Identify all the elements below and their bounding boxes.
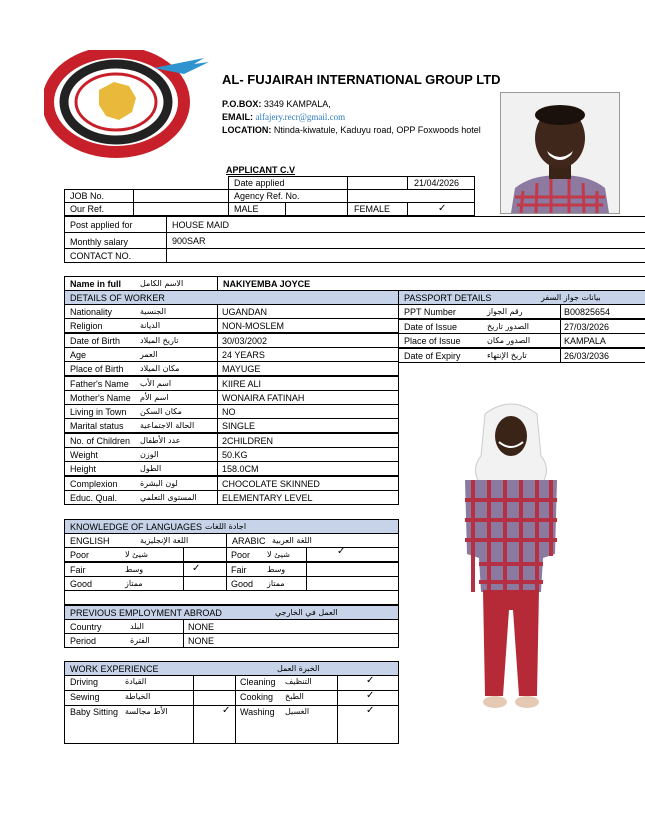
languages-header: [64, 519, 399, 534]
work-divider-1: [193, 675, 194, 744]
date-applied-value: 21/04/2026: [414, 178, 460, 188]
english-level-label: Good: [70, 579, 93, 589]
passport-label: Date of Expiry: [404, 350, 461, 361]
english-level-label-ar: وسط: [125, 564, 144, 574]
detail-label-ar: العمر: [140, 349, 158, 359]
contact-label: CONTACT NO.: [70, 251, 132, 261]
detail-label-ar: عدد الأطفال: [140, 435, 181, 445]
detail-label: Place of Birth: [70, 364, 124, 375]
email-label: EMAIL:: [222, 112, 253, 122]
work-divider-3: [337, 675, 338, 744]
our-ref-value-cell: [133, 202, 229, 216]
name-label-ar: الاسم الكامل: [140, 279, 184, 288]
detail-value-cell: [217, 333, 399, 348]
languages-title-ar: اجادة اللغات: [205, 522, 247, 531]
detail-value: 158.0CM: [222, 464, 259, 475]
work-right-check-icon: ✓: [366, 675, 375, 686]
contact-value-cell: [166, 248, 645, 263]
period-label-ar: الفترة: [130, 636, 150, 645]
arabic-level-check-cell[interactable]: [306, 576, 399, 591]
english-level-check-cell[interactable]: [183, 562, 227, 577]
applicant-full-body-photo: [455, 396, 567, 718]
english-level-cell: [64, 562, 184, 577]
detail-label-ar: المستوى التعلمي: [140, 492, 197, 502]
detail-label-ar: اسم الأم: [140, 392, 169, 402]
previous-title-ar: العمل في الخارجي: [275, 608, 338, 617]
work-title-ar: الخبرة العمل: [277, 664, 320, 673]
detail-value-cell: [217, 404, 399, 419]
detail-label: Date of Birth: [70, 335, 121, 346]
work-right-check-icon: ✓: [366, 705, 375, 716]
detail-value-cell: [217, 418, 399, 433]
work-header: [64, 661, 399, 676]
detail-label: Religion: [70, 321, 103, 332]
detail-label-ar: اسم الأب: [140, 378, 172, 388]
work-right-label: Cleaning: [240, 677, 276, 687]
date-applied-value-cell: [407, 176, 475, 190]
arabic-check-icon: ✓: [337, 547, 346, 557]
work-left-label-ar: الأط مجالسة: [125, 707, 168, 716]
date-applied-label-cell: [228, 176, 348, 190]
detail-value: NON-MOSLEM: [222, 321, 285, 332]
detail-label-cell: [64, 318, 218, 333]
our-ref-label: Our Ref.: [70, 204, 105, 214]
detail-value-cell: [217, 390, 399, 405]
agency-ref-label: Agency Ref. No.: [234, 191, 300, 201]
passport-label: Date of Issue: [404, 321, 458, 332]
work-left-label-ar: القيادة: [125, 677, 147, 686]
arabic-label-ar: اللغة العربية: [272, 536, 312, 545]
work-left-check-icon: ✓: [222, 705, 231, 716]
previous-title: PREVIOUS EMPLOYMENT ABROAD: [70, 608, 222, 618]
detail-label: Nationality: [70, 307, 113, 317]
job-no-label: JOB No.: [70, 191, 105, 201]
name-value-cell: [217, 276, 645, 291]
english-level-label-ar: ممتاز: [125, 579, 143, 588]
passport-header: [398, 290, 645, 305]
detail-value: UGANDAN: [222, 307, 268, 317]
name-label: Name in full: [70, 279, 122, 289]
pobox-label: P.O.BOX:: [222, 99, 262, 109]
country-label: Country: [70, 622, 102, 632]
country-value-cell: [183, 619, 399, 634]
passport-title: PASSPORT DETAILS: [404, 293, 492, 303]
period-label-cell: [64, 633, 184, 648]
detail-label: Mother's Name: [70, 392, 131, 403]
salary-value: 900SAR: [172, 236, 206, 246]
detail-label-cell: [64, 418, 218, 433]
male-cell: [228, 202, 286, 216]
our-ref-label-cell: [64, 202, 134, 216]
detail-label-ar: تاريخ الميلاد: [140, 335, 179, 345]
english-level-label-ar: شيئ لا: [125, 550, 148, 559]
period-value-cell: [183, 633, 399, 648]
location-value: Ntinda-kiwatule, Kaduyu road, OPP Foxwoods hotel: [273, 125, 481, 135]
arabic-level-label: Poor: [231, 550, 251, 560]
email-value[interactable]: alfajery.recr@gmail.com: [255, 112, 346, 122]
passport-label: PPT Number: [404, 307, 456, 317]
details-title: DETAILS OF WORKER: [70, 293, 165, 303]
company-logo: [44, 50, 214, 160]
location-line: [222, 125, 481, 136]
passport-value: KAMPALA: [564, 336, 606, 346]
english-check-icon: ✓: [192, 562, 201, 574]
detail-label-cell: [64, 447, 218, 462]
detail-label-ar: لون البشرة: [140, 478, 178, 488]
detail-label-ar: الجنسية: [140, 307, 167, 316]
detail-label-cell: [64, 490, 218, 505]
detail-label-cell: [64, 390, 218, 405]
work-left-label: Driving: [70, 677, 99, 687]
arabic-label: ARABIC: [232, 536, 266, 546]
english-label-ar: اللغة الإنجليزية: [140, 536, 189, 545]
detail-label: Father's Name: [70, 378, 129, 389]
arabic-level-label-ar: ممتاز: [267, 579, 285, 588]
passport-value: B00825654: [564, 307, 611, 317]
company-name: AL- FUJAIRAH INTERNATIONAL GROUP LTD: [222, 72, 501, 87]
female-label: FEMALE: [354, 204, 391, 214]
work-left-label: Baby Sitting: [70, 707, 119, 717]
work-right-label-ar: التنظيف: [285, 677, 312, 686]
date-applied-label: Date applied: [234, 178, 285, 188]
passport-label: Place of Issue: [404, 336, 461, 346]
work-right-label: Washing: [240, 707, 275, 717]
email-line: [222, 112, 345, 123]
female-cell: [347, 202, 408, 216]
post-applied-label: Post applied for: [70, 220, 133, 230]
detail-label-ar: الطول: [140, 464, 162, 474]
post-applied-value: HOUSE MAID: [172, 220, 230, 230]
detail-value-cell: [217, 461, 399, 476]
arabic-level-cell: [226, 547, 307, 562]
passport-label-ar: الصدور مكان: [487, 336, 531, 345]
detail-label-ar: مكان الميلاد: [140, 364, 180, 374]
detail-value-cell: [217, 361, 399, 376]
passport-value: 27/03/2026: [564, 321, 610, 332]
name-label-cell: [64, 276, 218, 291]
female-check-cell[interactable]: [407, 202, 475, 216]
details-header: [64, 290, 399, 305]
detail-label: Height: [70, 464, 97, 475]
detail-value-cell: [217, 447, 399, 462]
arabic-level-check-cell[interactable]: [306, 562, 399, 577]
passport-label-cell: [398, 304, 561, 319]
detail-label-ar: الوزن: [140, 450, 159, 459]
passport-label-ar: الصدور تاريخ: [487, 321, 529, 331]
detail-label: Age: [70, 349, 87, 360]
arabic-level-label-ar: وسط: [267, 564, 286, 574]
passport-label-cell: [398, 333, 561, 348]
detail-label-cell: [64, 304, 218, 319]
detail-value: 24 YEARS: [222, 349, 265, 360]
detail-value: CHOCOLATE SKINNED: [222, 478, 320, 489]
work-row-line-2: [64, 705, 399, 706]
name-value: NAKIYEMBA JOYCE: [223, 279, 311, 289]
arabic-level-cell: [226, 576, 307, 591]
detail-label-cell: [64, 361, 218, 376]
country-label-ar: البلد: [130, 622, 144, 631]
english-level-label: Poor: [70, 550, 90, 560]
period-label: Period: [70, 636, 97, 646]
detail-label-cell: [64, 376, 218, 391]
female-check-icon: ✓: [438, 203, 447, 214]
agency-ref-label-cell: [228, 189, 348, 203]
detail-value: SINGLE: [222, 421, 256, 432]
detail-value-cell: [217, 490, 399, 505]
english-level-label: Fair: [70, 564, 86, 575]
arabic-level-label: Fair: [231, 564, 247, 575]
applicant-cv-title: APPLICANT C.V: [226, 165, 296, 175]
passport-label-cell: [398, 348, 561, 363]
detail-value: 50.KG: [222, 450, 248, 460]
salary-label: Monthly salary: [70, 237, 129, 247]
pobox-line: [222, 99, 331, 110]
english-level-cell: [64, 547, 184, 562]
agency-ref-value-cell: [347, 189, 475, 203]
english-level-check-cell[interactable]: [183, 576, 227, 591]
post-applied-value-cell: [166, 216, 645, 233]
applicant-portrait-photo: [500, 92, 620, 214]
detail-label: Living in Town: [70, 407, 127, 418]
work-divider-2: [235, 675, 236, 744]
detail-label: No. of Children: [70, 435, 131, 446]
date-applied-gap-cell: [347, 176, 408, 190]
arabic-level-cell: [226, 562, 307, 577]
detail-label-cell: [64, 404, 218, 419]
male-check-cell[interactable]: [285, 202, 348, 216]
work-title: WORK EXPERIENCE: [70, 664, 159, 674]
detail-value-cell: [217, 304, 399, 319]
detail-value: 30/03/2002: [222, 335, 268, 346]
arabic-level-label-ar: شيئ لا: [267, 550, 290, 559]
post-applied-label-cell: [64, 216, 167, 233]
contact-label-cell: [64, 248, 167, 263]
detail-label-cell: [64, 347, 218, 362]
arabic-level-label: Good: [231, 579, 254, 589]
detail-value-cell: [217, 376, 399, 391]
detail-label-ar: الحالة الاجتماعية: [140, 421, 195, 431]
detail-label-cell: [64, 476, 218, 491]
passport-value: 26/03/2036: [564, 350, 610, 361]
english-header-cell: [64, 533, 227, 548]
english-label: ENGLISH: [70, 536, 110, 546]
english-level-check-cell[interactable]: [183, 547, 227, 562]
detail-value-cell: [217, 433, 399, 448]
languages-spacer-row: [64, 590, 399, 605]
detail-label: Weight: [70, 450, 98, 460]
passport-value-cell: [560, 333, 645, 348]
job-no-label-cell: [64, 189, 134, 203]
detail-label-cell: [64, 333, 218, 348]
arabic-level-check-cell[interactable]: [306, 547, 399, 562]
detail-label-ar: مكان السكن: [140, 407, 182, 417]
detail-label: Educ. Qual.: [70, 492, 118, 503]
country-value: NONE: [188, 622, 215, 632]
male-label: MALE: [234, 204, 259, 214]
previous-header: [64, 605, 399, 620]
detail-label-cell: [64, 433, 218, 448]
job-no-value-cell: [133, 189, 229, 203]
work-row-line-1: [64, 690, 399, 691]
detail-label-ar: الديانة: [140, 321, 161, 331]
detail-value: 2CHILDREN: [222, 435, 274, 446]
location-label: LOCATION:: [222, 125, 272, 135]
work-right-label: Cooking: [240, 692, 274, 702]
salary-value-cell: [166, 232, 645, 249]
work-left-label: Sewing: [70, 692, 100, 702]
passport-value-cell: [560, 304, 645, 319]
detail-value: ELEMENTARY LEVEL: [222, 492, 313, 503]
pobox-value: 3349 KAMPALA,: [263, 99, 331, 109]
arabic-header-cell: [226, 533, 399, 548]
work-right-label-ar: الغسيل: [285, 707, 310, 716]
salary-label-cell: [64, 232, 167, 249]
detail-label: Complexion: [70, 478, 118, 489]
detail-value-cell: [217, 476, 399, 491]
detail-value: MAYUGE: [222, 364, 261, 375]
detail-value: KIIRE ALI: [222, 378, 262, 389]
detail-value: NO: [222, 407, 236, 418]
english-level-cell: [64, 576, 184, 591]
work-right-label-ar: الطبخ: [285, 692, 304, 701]
work-left-label-ar: الخياطة: [125, 692, 151, 701]
detail-label-cell: [64, 461, 218, 476]
detail-value: WONAIRA FATINAH: [222, 392, 305, 403]
work-right-check-icon: ✓: [366, 690, 375, 701]
passport-value-cell: [560, 319, 645, 334]
languages-title: KNOWLEDGE OF LANGUAGES: [70, 522, 203, 532]
passport-label-ar: تاريخ الإنتهاء: [487, 350, 527, 360]
passport-label-ar: رقم الجواز: [487, 307, 523, 316]
detail-value-cell: [217, 347, 399, 362]
passport-title-ar: بيانات جواز السفر: [541, 293, 601, 302]
country-label-cell: [64, 619, 184, 634]
period-value: NONE: [188, 636, 215, 646]
passport-value-cell: [560, 348, 645, 363]
detail-label: Marital status: [70, 421, 124, 432]
detail-value-cell: [217, 318, 399, 333]
passport-label-cell: [398, 319, 561, 334]
